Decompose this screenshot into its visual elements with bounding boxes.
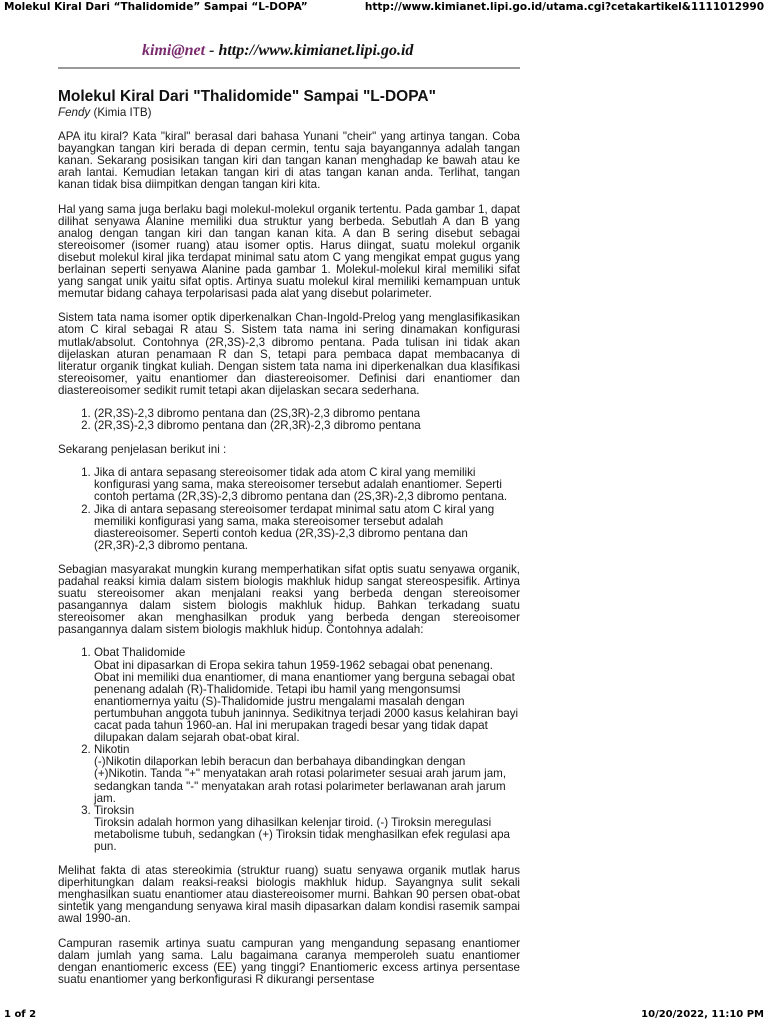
author-name: Fendy [58,106,91,119]
drug-description: Obat ini dipasarkan di Eropa sekira tahun 1959-1962 sebagai obat penenang. Obat ini memiliki dua enantiomer, di mana enantiomer yang berguna sebagai obat penenang adalah (R)-Thalidomide. Tetapi ibu hamil yang mengonsumsi enantiomernya yaitu (S)-Thalidomide justru mengalami masalah dengan pertumbuhan anggota tubuh janinnya. Sedikitnya terjadi 2000 kasus kelahiran bayi cacat pada tahun 1960-an. Hal ini merupakan tragedi besar yang tidak dapat dilupakan dalam sejarah obat-obat kiral. [94,658,519,745]
print-header-title: Molekul Kiral Dari “Thalidomide” Sampai “L-DOPA” [4,1,308,13]
list-item: 1. (2R,3S)-2,3 dibromo pentana dan (2S,3R)-2,3 dibromo pentana [94,408,520,420]
print-header [0,0,768,16]
list-item [94,744,520,804]
banner-divider [58,67,520,69]
drug-description: (-)Nikotin dilaporkan lebih beracun dan berbahaya dibandingkan dengan (+)Nikotin. Tanda "+" menyatakan arah rotasi polarimeter sesuai arah jarum jam, sedangkan tanda "-" menyatakan arah rotasi polarimeter berlawanan arah jarum jam. [94,755,507,805]
paragraph: Sebagian masyarakat mungkin kurang memperhatikan sifat optis suatu senyawa organik, padahal reaksi kimia dalam sistem biologis makhluk hidup sangat stereospesifik. Artinya suatu stereoisomer akan menjalani reaksi yang berbeda dengan stereoisomer pasangannya dalam sistem biologis makhluk hidup. Bahkan terkadang suatu stereoisomer akan menghasilkan produk yang berbeda dengan stereoisomer pasangannya dalam sistem biologis makhluk hidup. Contohnya adalah: [58,562,520,637]
list-item [94,805,520,853]
list-item: 1. Jika di antara sepasang stereoisomer tidak ada atom C kiral yang memiliki konfigurasi yang sama, maka stereoisomer tersebut adalah enantiomer. Seperti contoh pertama (2R,3S)-2,3 dibromo pentana dan (2S,3R)-2,3 dibromo pentana. [94,467,520,503]
article [58,88,520,986]
paragraph: APA itu kiral? Kata "kiral" berasal dari bahasa Yunani "cheir" yang artinya tangan. Coba bayangkan tangan kiri berada di depan cermin, tentu saja bayangannya adalah tangan kanan. Sekarang posisikan tangan kiri dan tangan kanan menghadap ke bawah atau ke arah lantai. Kemudian letakan tangan kiri di atas tangan kanan anda. Terlihat, tangan kanan tidak bisa diimpitkan dengan tangan kiri kita. [58,130,520,192]
paragraph: Sistem tata nama isomer optik diperkenalkan Chan-Ingold-Prelog yang menglasifikasikan atom C kiral sebagai R atau S. Sistem tata nama ini sering dinamakan konfigurasi mutlak/absolut. Contohnya (2R,3S)-2,3 dibromo pentana. Pada tulisan ini tidak akan dijelaskan aturan penamaan R dan S, tetapi para pembaca dapat membacanya di literatur organik tingkat kuliah. Dengan sistem tata nama ini diperkenalkan dua klasifikasi stereoisomer, yaitu enantiomer dan diastereoisomer. Definisi dari enantiomer dan diastereoisomer sedikit rumit tetapi akan dijelaskan secara sederhana. [58,311,520,397]
explanation-list [58,467,520,552]
author-affiliation: (Kimia ITB) [90,106,152,119]
drug-title: 3. Tiroksin [94,803,135,817]
paragraph: Melihat fakta di atas stereokimia (struktur ruang) suatu senyawa organik mutlak harus diperhitungkan dalam reaksi-reaksi biologis makhluk hidup. Sayangnya sulit sekali menghasilkan suatu enantiomer atau diastereoisomer murni. Bahkan 90 persen obat-obat sintetik yang mengandung senyawa kiral masih dipasarkan dalam kondisi rasemik sampai awal 1990-an. [58,864,520,926]
drug-title: 1. Obat Thalidomide [94,646,186,660]
print-footer [0,1008,768,1024]
drug-description: Tiroksin adalah hormon yang dihasilkan kelenjar tiroid. (-) Tiroksin meregulasi metabolisme tubuh, sedangkan (+) Tiroksin tidak menghasilkan efek regulasi apa pun. [94,815,510,853]
paragraph: Campuran rasemik artinya suatu campuran yang mengandung sepasang enantiomer dalam jumlah yang sama. Lalu bagaimana caranya memperoleh suatu enantiomer dengan enantiomeric excess (EE) yang tinggi? Enantiomeric excess artinya persentase suatu enantiomer yang berkonfigurasi R dikurangi persentase [58,936,520,986]
article-author [58,107,520,119]
article-title: Molekul Kiral Dari "Thalidomide" Sampai "L-DOPA" [58,88,436,105]
list-item [94,647,520,744]
drug-list [58,647,520,853]
print-timestamp: 10/20/2022, 11:10 PM [641,1009,764,1020]
site-url-link[interactable]: http://www.kimianet.lipi.go.id [218,42,414,59]
drug-title: 2. Nikotin [94,743,130,757]
example-list [58,408,520,432]
list-item: 2. (2R,3S)-2,3 dibromo pentana dan (2R,3R)-2,3 dibromo pentana [94,420,520,432]
paragraph: Hal yang sama juga berlaku bagi molekul-molekul organik tertentu. Pada gambar 1, dapat dilihat senyawa Alanine memiliki dua struktur yang berbeda. Sebutlah A dan B yang analog dengan tangan kiri dan tangan kanan kita. A dan B sering disebut sebagai stereoisomer (isomer ruang) atau isomer optis. Harus diingat, suatu molekul organik disebut molekul kiral jika terdapat minimal satu atom C yang mengikat empat gugus yang berlainan seperti senyawa Alanine pada gambar 1. Molekul-molekul kiral memiliki sifat yang sangat unik yaitu sifat optis. Artinya suatu molekul kiral memiliki kemampuan untuk memutar bidang cahaya terpolarisasi pada alat yang disebut polarimeter. [58,202,520,301]
site-logo[interactable]: kimi@net [142,42,206,59]
banner-separator: - [205,42,219,59]
page-counter: 1 of 2 [4,1009,37,1020]
site-banner [142,42,413,60]
paragraph: Sekarang penjelasan berikut ini : [58,443,227,457]
list-item: 2. Jika di antara sepasang stereoisomer terdapat minimal satu atom C kiral yang memiliki konfigurasi yang sama, maka stereoisomer tersebut adalah diastereoisomer. Seperti contoh kedua (2R,3S)-2,3 dibromo pentana dan (2R,3R)-2,3 dibromo pentana. [94,504,520,552]
print-header-url: http://www.kimianet.lipi.go.id/utama.cgi?cetakartikel&1111012990 [364,1,764,13]
